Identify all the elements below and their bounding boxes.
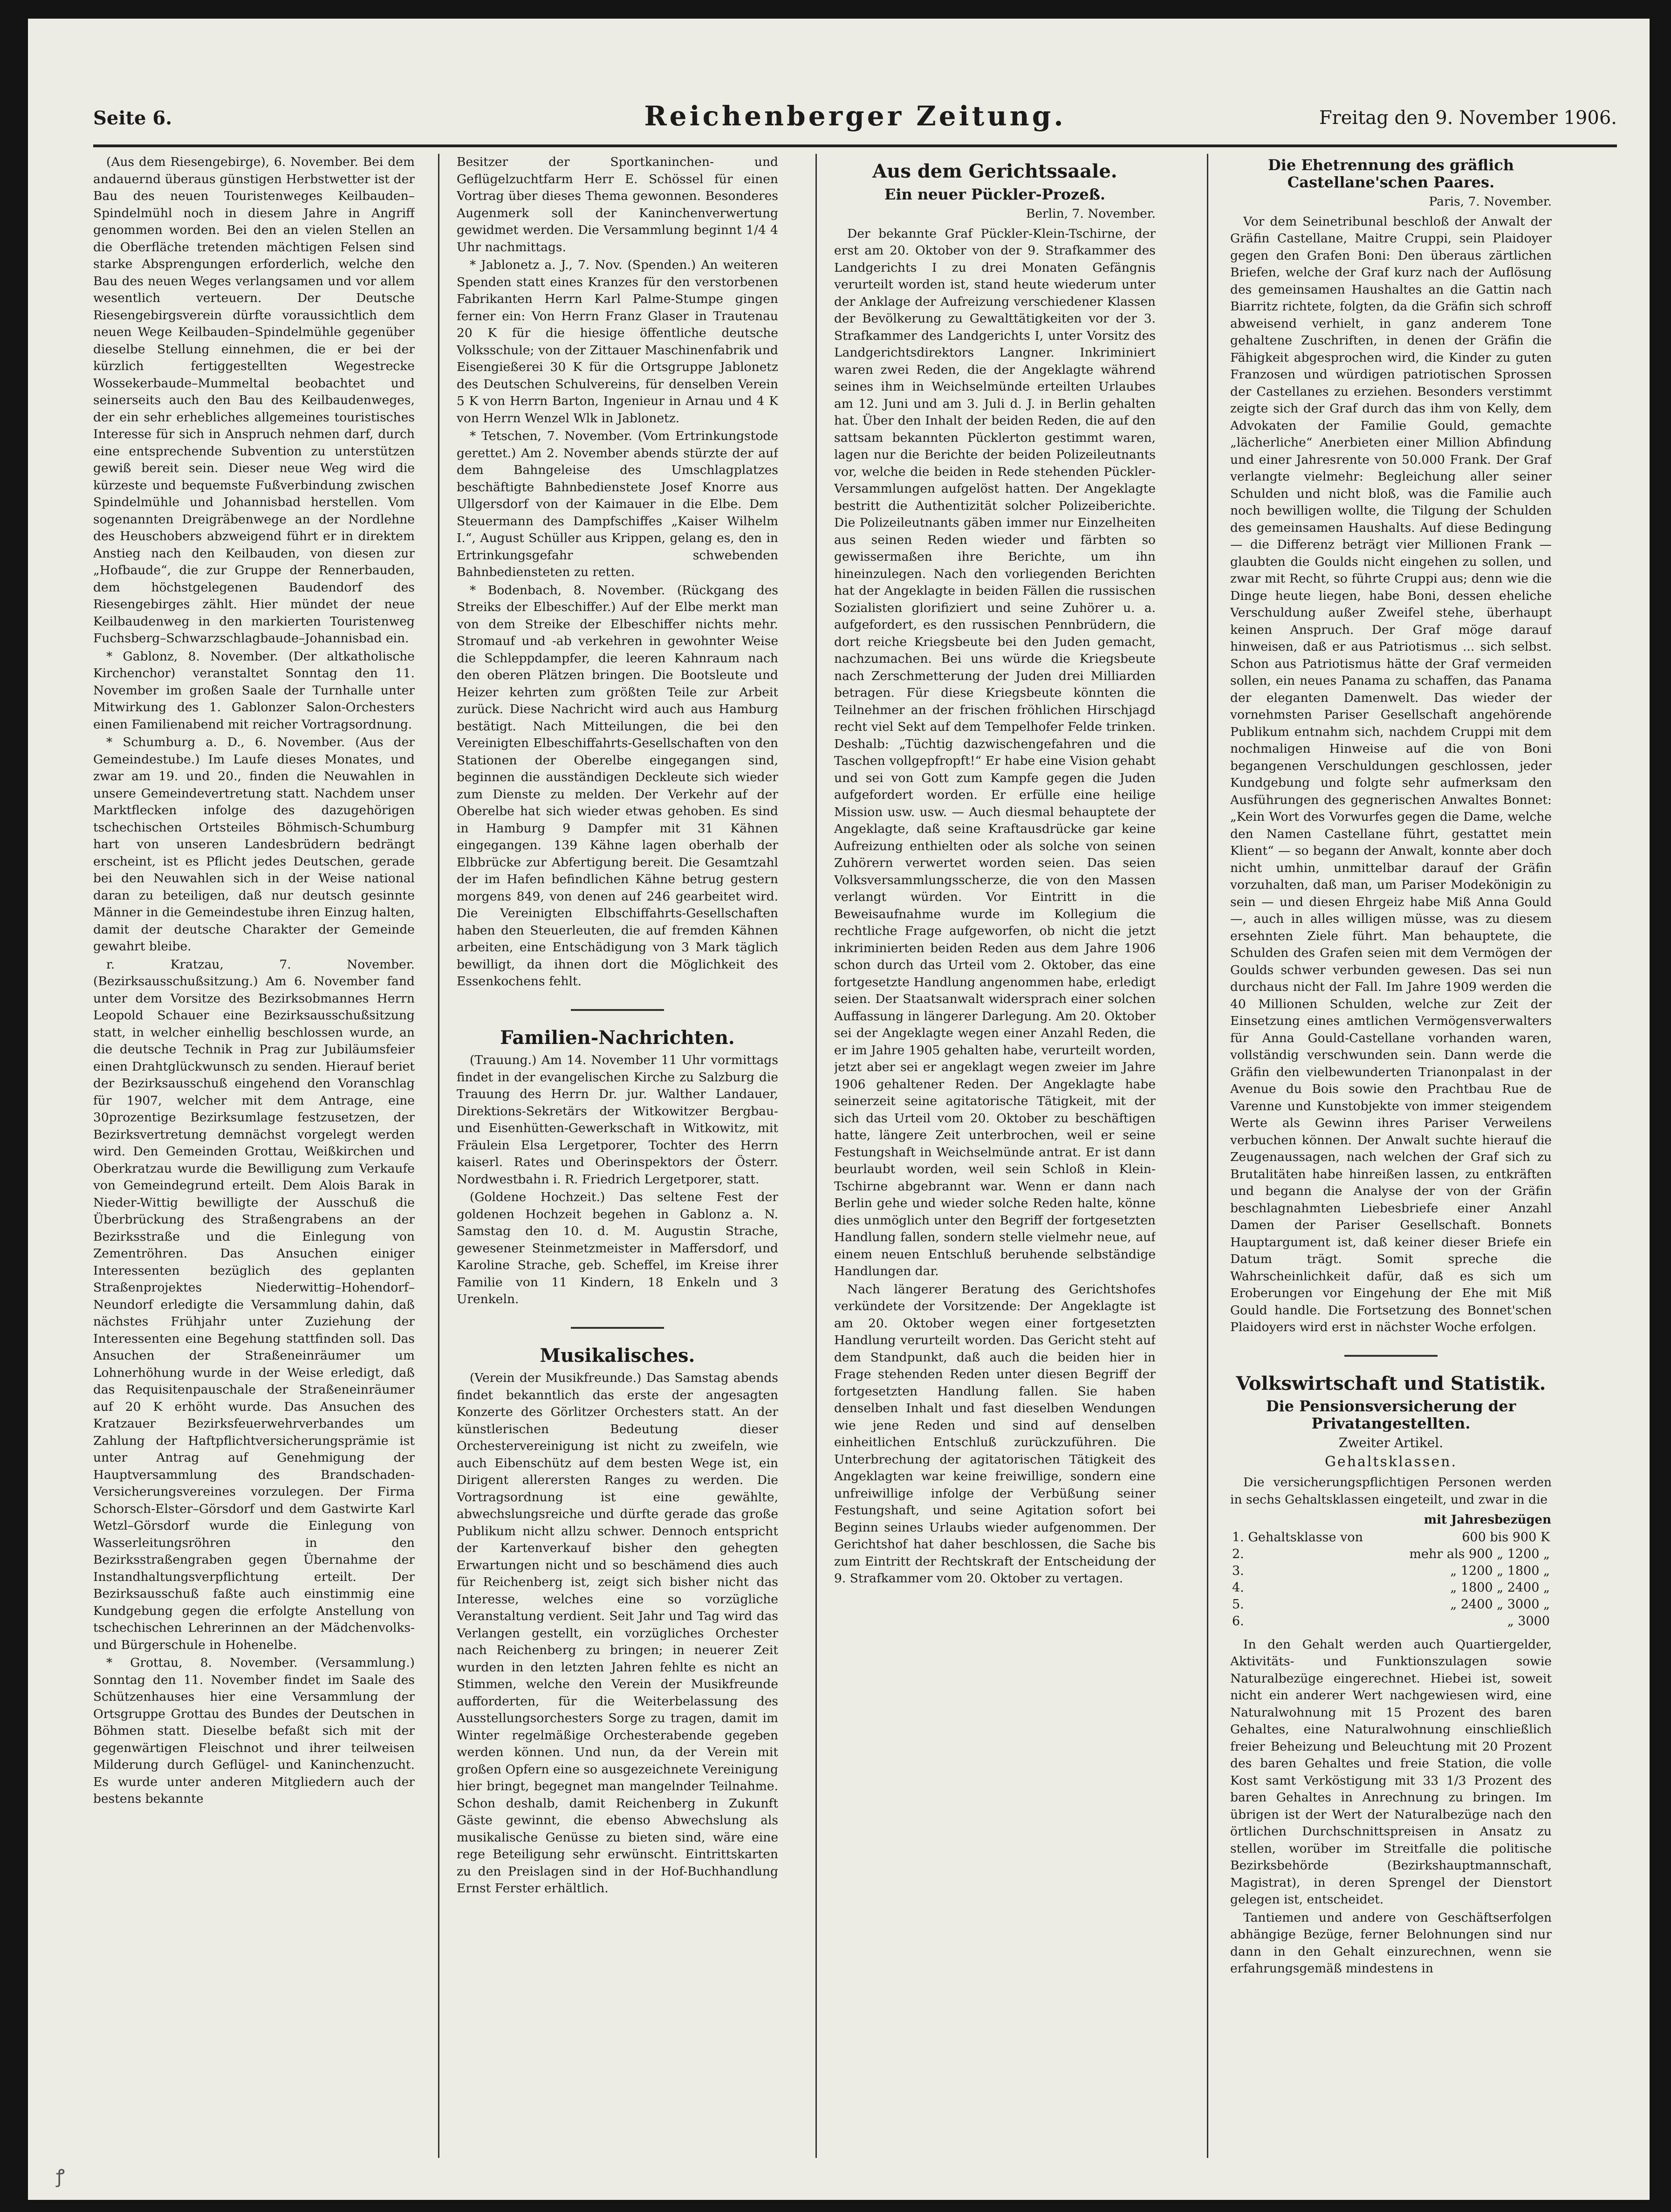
newspaper-title: Reichenberger Zeitung. xyxy=(644,100,1066,132)
salary-class-table xyxy=(1230,1511,1552,1630)
article-title-pension: Die Pensionsversicherung der Privatangestellten. xyxy=(1266,1397,1516,1432)
page-number: Seite 6. xyxy=(93,107,172,129)
dateline: Berlin, 7. November. xyxy=(1026,206,1156,221)
article-paragraph: Vor dem Seinetribunal beschloß der Anwalt der Gräfin Castellane, Maitre Cruppi, sein Plaidoyer gegen den Grafen Boni: Den überaus zärtlichen Briefen, welche der Graf kurz nach der Auflösung des gemeinsamen Haushaltes an die Gattin nach Biarritz richtete, folgten, da die Gräfin sich schroff abweisend verhielt, in ganz anderem Tone gehaltene Zuschriften, in denen der Gräfin die Fähigkeit abgesprochen wird, die Kinder zu guten Franzosen und würdigen patriotischen Sprossen der Castellanes zu erziehen. Besonders verstimmt zeigte sich der Graf durch das ihm von Kelly, dem Advokaten der Familie Gould, gemachte „lächerliche“ Anerbieten einer Million Abfindung und einer Jahresrente von 50.000 Frank. Der Graf verlangte vielmehr: Begleichung aller seiner Schulden und nicht bloß, was die Familie auch noch bewilligen wollte, die Tilgung der Schulden des gemeinsamen Haushalts. Auf diese Bedingung — die Differenz beträgt vier Millionen Frank — glaubten die Goulds nicht eingehen zu sollen, und zwar mit Recht, so führte Cruppi aus; denn wie die Dinge heute liegen, habe Boni, dessen eheliche Verschuldung außer Zweifel stehe, überhaupt keinen Anspruch. Der Graf möge darauf hinweisen, daß er aus Patriotismus ... sich selbst. Schon aus Patriotismus hätte der Graf vermeiden sollen, ein neues Panama zu schaffen, das Panama der eleganten Damenwelt. Das wieder der vornehmsten Pariser Gesellschaft angehörende Publikum entnahm sich, nachdem Cruppi mit dem nochmaligen Hinweise auf die von Boni begangenen Verschuldungen geschlossen, jeder Kundgebung und folgte sehr aufmerksam den Ausführungen des gegnerischen Anwaltes Bonnet: „Kein Wort des Vorwurfes gegen die Dame, welche den Namen Castellane führt, gestattet mein Klient“ — so begann der Anwalt, konnte aber doch nicht umhin, unmittelbar darauf der Gräfin vorzuhalten, daß man, um Pariser Modekönigin zu sein — und diesen Ehrgeiz habe Miß Anna Gould —, auch in alles willigen müsse, was zu diesem ersehnten Ziele führt. Man behauptete, die Schulden des Grafen seien mit dem Vermögen der Goulds schwer verbunden gewesen. Das sei nun durchaus nicht der Fall. Im Jahre 1909 werden die 40 Millionen Schulden, welche zur Zeit der Einsetzung eines amtlichen Vermögensverwalters für Anna Gould-Castellane vorhanden waren, vollständig verschwunden sein. Dann werde die Gräfin den vielbewunderten Trianonpalast in der Avenue du Bois sowie den Prachtbau Rue de Varenne und Kunstobjekte von immer steigendem Werte als Gewinn ihres Pariser Verweilens verbuchen können. Der Anwalt suchte hierauf die Zeugenaussagen, nach welchen der Graf sich zu Brutalitäten habe hinreißen lassen, zu entkräften und begann die Analyse der von der Gräfin beschlagnahmten Liebesbriefe einer Anzahl Damen der Pariser Gesellschaft. Bonnets Hauptargument ist, daß keiner dieser Briefe ein Datum trägt. Somit spreche die Wahrscheinlichkeit dafür, daß es sich um Eroberungen vor Eingehung der Ehe mit Miß Gould handle. Die Fortsetzung des Bonnet'schen Plaidoyers wird erst in nächster Woche erfolgen. xyxy=(1230,214,1552,1334)
table-row: 5. „ 2400 „ 3000 „ xyxy=(1232,1597,1550,1612)
news-item-trauung: (Trauung.) Am 14. November 11 Uhr vormittags findet in der evangelischen Kirche zu Salzburg die Trauung des Herrn Dr. jur. Walther Landauer, Direktions-Sekretärs der Witkowitzer Bergbau- und Eisenhütten-Gewerkschaft in Witkowitz, mit Fräulein Elsa Lergetporer, Tochter des Herrn kaiserl. Rates und Oberinspektors der Österr. Nordwestbahn i. R. Friedrich Lergetporer, statt. xyxy=(457,1053,778,1187)
news-item-musikfreunde: (Verein der Musikfreunde.) Das Samstag abends findet bekanntlich das erste der angesagten Konzerte des Görlitzer Orchesters statt. An der künstlerischen Bedeutung dieser Orchestervereinigung ist nicht zu zweifeln, wie auch Eibenschütz auf dem besten Wege ist, ein Dirigent allerersten Ranges zu werden. Die Vortragsordnung ist eine gewählte, abwechslungsreiche und dürfte gerade das große Publikum nicht allzu schwer. Dennoch entspricht der Kartenverkauf bisher den gehegten Erwartungen nicht und so beschämend dies auch für Reichenberg ist, zeigt sich bisher nicht das Interesse, welches eine so vorzügliche Veranstaltung verdient. Seit Jahr und Tag wird das Verlangen gestellt, ein vorzügliches Orchester nach Reichenberg zu bringen; in neuerer Zeit wurden in den letzten Jahren fehlte es nicht an Stimmen, welche den Verein der Musikfreunde aufforderten, für die Weiterbelassung des Ausstellungsorchesters Sorge zu tragen, damit im Winter regelmäßige Orchesterabende gegeben werden können. Und nun, da der Verein mit großen Opfern eine so ausgezeichnete Vereinigung hier bringt, begegnet man mangelnder Teilnahme. Schon deshalb, damit Reichenberg in Zukunft Gäste gewinnt, die ebenso Abwechslung als musikalische Genüsse zu bieten sind, wäre eine rege Beteiligung sehr erwünscht. Eintrittskarten zu den Preislagen sind in der Hof-Buchhandlung Ernst Ferster erhältlich. xyxy=(457,1371,778,1896)
news-item-kratzau: r. Kratzau, 7. November. (Bezirksausschußsitzung.) Am 6. November fand unter dem Vorsitze des Bezirksobmannes Herrn Leopold Schauer eine Bezirksausschußsitzung statt, in welcher einhellig beschlossen wurde, an die deutsche Technik in Prag zur Jubiläumsfeier einen Drahtglückwunsch zu senden. Hierauf beriet der Bezirksausschuß eingehend den Voranschlag für 1907, welcher mit dem Antrage, eine 30prozentige Bezirksumlage festzusetzen, der Bezirksvertretung demnächst vorgelegt werden wird. Den Gemeinden Grottau, Weißkirchen und Oberkratzau wurde die Bewilligung zum Verkaufe von Gemeindegrund erteilt. Dem Alois Barak in Nieder-Wittig bewilligte der Ausschuß die Überbrückung des Straßengrabens an der Bezirksstraße und die Einlegung von Zementröhren. Das Ansuchen einiger Interessenten bezüglich des geplanten Straßenprojektes Niederwittig–Hohendorf–Neundorf erledigte die Versammlung dahin, daß nächstes Frühjahr unter Zuziehung der Interessenten eine Begehung stattfinden soll. Das Ansuchen der Straßeneinräumer um Lohnerhöhung wurde in der Weise erledigt, daß das Requisitenpauschale der Straßeneinräumer auf 20 K erhöht wurde. Das Ansuchen des Kratzauer Bezirksfeuerwehrverbandes um Zahlung der Haftpflichtversicherungsprämie ist unter Antrag auf Genehmigung der Hauptversammlung des Brandschaden-Versicherungsvereines vorzulegen. Der Firma Schorsch-Elster–Görsdorf und dem Gastwirte Karl Wetzl–Görsdorf wurde die Einlegung von Wasserleitungsröhren in den Bezirksstraßengraben gegen Übernahme der Instandhaltungsverpflichtung erteilt. Der Bezirksausschuß faßte auch einstimmig eine Kundgebung gegen die erfolgte Anstellung von tschechischen Lehrerinnen an der Mädchenvolks- und Bürgerschule in Hohenelbe. xyxy=(93,957,415,1652)
news-item-riesengebirge: (Aus dem Riesengebirge), 6. November. Bei dem andauernd überaus günstigen Herbstwetter ist der Bau des neuen Touristenweges Keilbauden–Spindelmühl noch in diesem Jahre in Angriff genommen worden. Bei den an vielen Stellen an die Oberfläche tretenden mächtigen Felsen sind starke Absprengungen erforderlich, welche den Bau des neuen Weges verlangsamen und vor allem wesentlich verteuern. Der Deutsche Riesengebirgsverein dürfte voraussichtlich dem neuen Wege Keilbauden–Spindelmühle gegenüber dieselbe Stellung einnehmen, die er bei der kürzlich fertiggestellten Wegestrecke Wossekerbaude–Mummeltal beobachtet und seinerseits auch den Bau des Keilbaudenweges, der ein sehr erhebliches allgemeines touristisches Interesse für sich in Anspruch nehmen darf, durch eine entsprechende Subvention zu unterstützen gewiß bereit sein. Dieser neue Weg wird die kürzeste und bequemste Fußverbindung zwischen Spindelmühle und Johannisbad herstellen. Vom sogenannten Dreigräbenwege an der Nordlehne des Heuschobers abzweigend führt er in direktem Anstieg nach den Keilbauden, von diesen zur „Hofbaude“, die zur Gruppe der Rennerbauden, dem höchstgelegenen Baudendorf des Riesengebirges zählt. Hier mündet der neue Keilbaudenweg in den markierten Touristenweg Fuchsberg–Schwarzschlagbaude–Johannisbad ein. xyxy=(93,155,415,646)
column-rule xyxy=(815,154,817,2158)
section-divider xyxy=(571,1009,664,1011)
article-title-pueckler: Ein neuer Pückler-Prozeß. xyxy=(884,185,1106,203)
article-title-castellane: Die Ehetrennung des gräflich Castellane'schen Paares. xyxy=(1267,156,1514,191)
dateline: Paris, 7. November. xyxy=(1429,194,1552,209)
article-paragraph: Nach längerer Beratung des Gerichtshofes verkündete der Vorsitzende: Der Angeklagte ist am 20. Oktober wegen einer fortgesetzten Handlung verurteilt worden. Das Gericht steht auf dem Standpunkt, daß auch die beiden hier in Frage stehenden Reden unter diesen Begriff der fortgesetzten Handlung fallen. Sie haben denselben Inhalt und fast dieselben Wendungen wie jene Reden und sind auf denselben einheitlichen Entschluß zurückzuführen. Die Unterbrechung der agitatorischen Tätigkeit des Angeklagten war keine freiwillige, sondern eine unfreiwillige infolge der Verbüßung seiner Festungshaft, und seine Agitation sofort bei Beginn seines Urlaubs wieder aufgenommen. Der Gerichtshof hat daher beschlossen, die Sache bis zum Eintritt der Rechtskraft der Entscheidung der 9. Strafkammer vom 20. Oktober zu vertagen. xyxy=(834,1282,1156,1586)
news-item-continued: Besitzer der Sportkaninchen- und Geflügelzuchtfarm Herr E. Schössel für einen Vortrag über dieses Thema gewonnen. Besonderes Augenmerk soll der Kaninchenverwertung gewidmet werden. Die Versammlung beginnt 1/4 4 Uhr nachmittags. xyxy=(457,155,778,254)
table-row: 6. „ 3000 xyxy=(1232,1614,1550,1628)
margin-mark: ꝭ xyxy=(56,2166,65,2187)
section-heading-court: Aus dem Gerichtssaale. xyxy=(872,160,1117,182)
news-item-tetschen: * Tetschen, 7. November. (Vom Ertrinkungstode gerettet.) Am 2. November abends stürzte der auf dem Bahngeleise des Umschlagplatzes beschäftigte Bahnbedienstete Josef Knorre aus Ullgersdorf von der Kaimauer in die Elbe. Dem Steuermann des Dampfschiffes „Kaiser Wilhelm I.“, August Schüller aus Krippen, gelang es, den in Ertrinkungsgefahr schwebenden Bahnbediensteten zu retten. xyxy=(457,429,778,579)
column-rule xyxy=(1207,154,1208,2158)
section-divider xyxy=(1344,1355,1438,1357)
article-paragraph: Der bekannte Graf Pückler-Klein-Tschirne, der erst am 20. Oktober von der 9. Strafkammer des Landgerichts I zu drei Monaten Gefängnis verurteilt worden ist, stand heute wiederum unter der Anklage der Aufreizung verschiedener Klassen der Bevölkerung zu Gewalttätigkeiten vor der 3. Strafkammer des Landgerichts I, unter Vorsitz des Landgerichtsdirektors Langner. Inkriminiert waren zwei Reden, die der Angeklagte während seines ihm in Weichselmünde erteilten Urlaubes am 12. Juni und am 3. Juli d. J. in Berlin gehalten hat. Über den Inhalt der beiden Reden, die auf den sattsam bekannten Pücklerton gestimmt waren, lagen nur die Berichte der beiden Polizeileutnants vor, welche die beiden in Rede stehenden Pückler-Versammlungen aufgelöst hatten. Der Angeklagte bestritt die Authentizität solcher Polizeiberichte. Die Polizeileutnants gäben immer nur Einzelheiten aus seinen Reden wieder und färbten so gewissermaßen ihre Berichte, um ihn hineinzulegen. Nach den vorliegenden Berichten hat der Angeklagte in beiden Fällen die russischen Sozialisten glorifiziert und seine Zuhörer u. a. aufgefordert, es den russischen Pennbrüdern, die dort reiche Kriegsbeute bei den Juden gemacht, nachzumachen. Bei uns würde die Kriegsbeute nach Zerschmetterung der Juden drei Milliarden betragen. Für diese Kriegsbeute könnten die Teilnehmer an der frischen fröhlichen Hirschjagd recht viel Sekt auf dem Tempelhofer Felde trinken. Deshalb: „Tüchtig dazwischengefahren und die Taschen vollgepfropft!“ Er habe eine Vision gehabt und sei von Gott zum Kampfe gegen die Juden aufgefordert worden. Er erfülle eine heilige Mission usw. usw. — Auch diesmal behauptete der Angeklagte, daß seine Kraftausdrücke gar keine Aufreizung enthielten oder als solche von seinen Zuhörern verwertet worden seien. Das seien Volksversammlungsscherze, die von den Massen verlangt würden. Vor Eintritt in die Beweisaufnahme wurde im Kollegium die rechtliche Frage aufgeworfen, ob nicht die jetzt inkriminierten beiden Reden aus dem Jahre 1906 schon durch das Urteil vom 2. Oktober, das eine fortgesetzte Handlung angenommen habe, erledigt seien. Der Staatsanwalt widersprach einer solchen Auffassung in längerer Darlegung. Am 20. Oktober sei der Angeklagte wegen einer Anzahl Reden, die er im Jahre 1905 gehalten habe, verurteilt worden, jetzt aber sei er angeklagt wegen zweier im Jahre 1906 gehaltener Reden. Der Angeklagte habe seinerzeit seine agitatorische Tätigkeit, mit der sich das Urteil vom 20. Oktober zu beschäftigen hatte, längere Zeit unterbrochen, weil er seine Festungshaft in Weichselmünde antrat. Er ist dann beurlaubt worden, weil sein Schloß in Klein-Tschirne abgebrannt war. Wenn er dann nach Berlin gehe und wieder solche Reden halte, könne dies unmöglich unter den Begriff der fortgesetzten Handlung fallen, sondern stelle vielmehr neue, auf einem neuen Entschluß beruhende selbständige Handlungen dar. xyxy=(834,226,1156,1278)
table-header: mit Jahresbezügen xyxy=(1424,1513,1551,1527)
table-row: 2. mehr als 900 „ 1200 „ xyxy=(1232,1546,1550,1561)
column-3 xyxy=(834,154,1156,2158)
issue-date: Freitag den 9. November 1906. xyxy=(1319,107,1617,129)
section-heading-economy: Volkswirtschaft und Statistik. xyxy=(1236,1372,1546,1395)
table-row: 1. Gehaltsklasse von 600 bis 900 K xyxy=(1232,1530,1550,1545)
section-divider xyxy=(571,1327,664,1329)
news-item-gablonz: * Gablonz, 8. November. (Der altkatholische Kirchenchor) veranstaltet Sonntag den 11. November im großen Saale der Turnhalle unter Mitwirkung des 1. Gablonzer Salon-Orchesters einen Familienabend mit reicher Vortragsordnung. xyxy=(93,649,415,732)
section-heading-family: Familien-Nachrichten. xyxy=(500,1026,735,1049)
column-2 xyxy=(457,154,778,2158)
section-heading-music: Musikalisches. xyxy=(540,1344,695,1367)
subsection-heading: Gehaltsklassen. xyxy=(1324,1453,1458,1470)
column-1 xyxy=(93,154,415,2158)
news-item-goldene-hochzeit: (Goldene Hochzeit.) Das seltene Fest der goldenen Hochzeit begehen in Gablonz a. N. Samstag den 10. d. M. Augustin Strache, gewesener Steinmetzmeister in Maffersdorf, und Karoline Strache, geb. Scheffel, im Kreise ihrer Familie von 11 Kindern, 18 Enkeln und 3 Urenkeln. xyxy=(457,1190,778,1306)
news-item-grottau: * Grottau, 8. November. (Versammlung.) Sonntag den 11. November findet im Saale des Schützenhauses hier eine Versammlung der Ortsgruppe Grottau des Bundes der Deutschen in Böhmen statt. Dieselbe befaßt sich mit der gegenwärtigen Fleischnot und ihrer teilweisen Milderung durch Geflügel- und Kaninchenzucht. Es wurde unter anderen Mitgliedern auch der bestens bekannte xyxy=(93,1656,415,1806)
newspaper-page xyxy=(28,19,1650,2200)
article-paragraph: Tantiemen und andere von Geschäftserfolgen abhängige Bezüge, ferner Belohnungen sind nur dann in den Gehalt einzurechnen, wenn sie erfahrungsgemäß mindestens in xyxy=(1230,1910,1552,1976)
article-subtitle: Zweiter Artikel. xyxy=(1338,1435,1444,1450)
table-row: 3. „ 1200 „ 1800 „ xyxy=(1232,1563,1550,1578)
news-item-schumburg: * Schumburg a. D., 6. November. (Aus der Gemeindestube.) Im Laufe dieses Monates, und zwar am 19. und 20., finden die Neuwahlen in unsere Gemeindevertretung statt. Nachdem unser Marktflecken infolge des dazugehörigen tschechischen Ortsteiles Böhmisch-Schumburg hart von unseren Landesbrüdern bedrängt erscheint, ist es Pflicht jedes Deutschen, gerade bei den Neuwahlen sich in der Weise national daran zu beteiligen, daß nur deutsch gesinnte Männer in die Gemeindestube ihren Einzug halten, damit der deutsche Charakter der Gemeinde gewahrt bleibe. xyxy=(93,735,415,954)
column-rule xyxy=(438,154,439,2158)
news-item-bodenbach: * Bodenbach, 8. November. (Rückgang des Streiks der Elbeschiffer.) Auf der Elbe merkt man von dem Streike der Elbeschiffer nichts mehr. Stromauf und -ab verkehren in gewohnter Weise die Schleppdampfer, die leeren Kahnraum nach den oberen Plätzen bringen. Die Bootsleute und Heizer kehrten zum größten Teile zur Arbeit zurück. Diese Nachricht wird auch aus Hamburg bestätigt. Nach Mitteilungen, die bei den Vereinigten Elbeschiffahrts-Gesellschaften von den Stationen der Oberelbe eingegangen sind, beginnen die ausständigen Deckleute sich wieder zum Dienste zu melden. Der Verkehr auf der Oberelbe hat sich wieder etwas gehoben. Es sind in Hamburg 9 Dampfer mit 31 Kähnen eingegangen. 139 Kähne lagen oberhalb der Elbbrücke zur Abfertigung bereit. Die Gesamtzahl der im Hafen befindlichen Kähne betrug gestern morgens 849, von denen auf 246 gearbeitet wird. Die Vereinigten Elbschiffahrts-Gesellschaften haben den Steuerleuten, die auf fremden Kähnen arbeiten, eine Entschädigung von 3 Mark täglich bewilligt, da ihnen dort die Möglichkeit des Essenkochens fehlt. xyxy=(457,583,778,989)
article-paragraph: In den Gehalt werden auch Quartiergelder, Aktivitäts- und Funktionszulagen sowie Naturalbezüge eingerechnet. Hiebei ist, soweit nicht ein anderer Wert nachgewiesen wird, eine Naturalwohnung mit 15 Prozent des baren Gehaltes, eine Naturalwohnung einschließlich freier Beheizung und Beleuchtung mit 20 Prozent des baren Gehaltes und freie Station, die volle Kost samt Verköstigung mit 33 1/3 Prozent des baren Gehaltes in Anrechnung zu bringen. Im übrigen ist der Wert der Naturalbezüge nach den örtlichen Durchschnittspreisen in Ansatz zu stellen, worüber im Streitfalle die politische Bezirksbehörde (Bezirkshauptmannschaft, Magistrat), in deren Sprengel der Dienstort gelegen ist, entscheidet. xyxy=(1230,1637,1552,1907)
masthead xyxy=(93,98,1617,147)
article-paragraph: Die versicherungspflichtigen Personen werden in sechs Gehaltsklassen eingeteilt, und zwar in die xyxy=(1230,1475,1552,1507)
table-row: 4. „ 1800 „ 2400 „ xyxy=(1232,1580,1550,1595)
column-4 xyxy=(1230,154,1552,2158)
news-item-jablonetz: * Jablonetz a. J., 7. Nov. (Spenden.) An weiteren Spenden statt eines Kranzes für den verstorbenen Fabrikanten Herrn Karl Palme-Stumpe gingen ferner ein: Von Herrn Franz Glaser in Trautenau 20 K für die hiesige öffentliche deutsche Volksschule; von der Zittauer Maschinenfabrik und Eisengießerei 30 K für die Ortsgruppe Jablonetz des Deutschen Schulvereins, für denselben Verein 5 K von Herrn Barton, Ingenieur in Arnau und 4 K von Herrn Wenzel Wlk in Jablonetz. xyxy=(457,258,778,426)
